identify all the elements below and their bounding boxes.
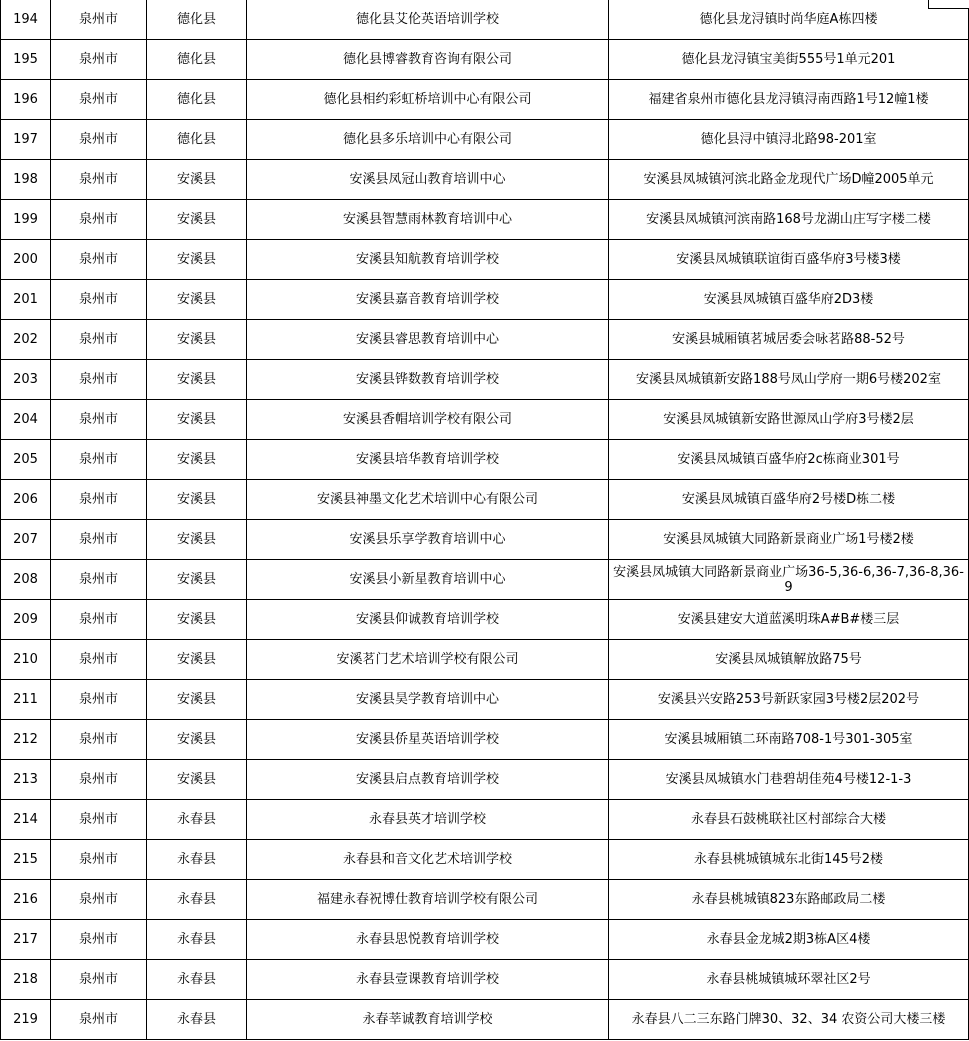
city-cell: 泉州市 — [51, 120, 147, 160]
city-cell: 泉州市 — [51, 880, 147, 920]
table-row — [1, 960, 969, 1000]
table-row — [1, 840, 969, 880]
city-cell: 泉州市 — [51, 840, 147, 880]
county-cell: 安溪县 — [147, 200, 247, 240]
address-cell: 安溪县建安大道蓝溪明珠A#B#楼三层 — [609, 600, 969, 640]
city-cell: 泉州市 — [51, 240, 147, 280]
county-cell: 安溪县 — [147, 440, 247, 480]
county-cell: 永春县 — [147, 880, 247, 920]
county-cell: 安溪县 — [147, 640, 247, 680]
county-cell: 安溪县 — [147, 160, 247, 200]
table-row — [1, 160, 969, 200]
institution-name-cell: 安溪县昊学教育培训中心 — [247, 680, 609, 720]
row-number-cell: 213 — [1, 760, 51, 800]
address-cell: 安溪县凤城镇大同路新景商业广场36-5,36-6,36-7,36-8,36-9 — [609, 560, 969, 600]
city-cell: 泉州市 — [51, 680, 147, 720]
row-number-cell: 199 — [1, 200, 51, 240]
table-row — [1, 400, 969, 440]
city-cell: 泉州市 — [51, 560, 147, 600]
city-cell: 泉州市 — [51, 960, 147, 1000]
address-cell: 永春县金龙城2期3栋A区4楼 — [609, 920, 969, 960]
table-row — [1, 360, 969, 400]
institution-name-cell: 永春县和音文化艺术培训学校 — [247, 840, 609, 880]
address-cell: 安溪县凤城镇新安路世源凤山学府3号楼2层 — [609, 400, 969, 440]
county-cell: 安溪县 — [147, 480, 247, 520]
city-cell: 泉州市 — [51, 600, 147, 640]
city-cell: 泉州市 — [51, 800, 147, 840]
institution-name-cell: 德化县博睿教育咨询有限公司 — [247, 40, 609, 80]
city-cell: 泉州市 — [51, 320, 147, 360]
institution-name-cell: 安溪县神墨文化艺术培训中心有限公司 — [247, 480, 609, 520]
address-cell: 安溪县凤城镇新安路188号凤山学府一期6号楼202室 — [609, 360, 969, 400]
address-cell: 福建省泉州市德化县龙浔镇浔南西路1号12幢1楼 — [609, 80, 969, 120]
county-cell: 德化县 — [147, 80, 247, 120]
institution-name-cell: 德化县多乐培训中心有限公司 — [247, 120, 609, 160]
institution-name-cell: 安溪茗门艺术培训学校有限公司 — [247, 640, 609, 680]
address-cell: 安溪县凤城镇百盛华府2号楼D栋二楼 — [609, 480, 969, 520]
row-number-cell: 194 — [1, 0, 51, 40]
county-cell: 永春县 — [147, 800, 247, 840]
corner-cell-fragment — [928, 0, 969, 9]
city-cell: 泉州市 — [51, 400, 147, 440]
institution-name-cell: 安溪县知航教育培训学校 — [247, 240, 609, 280]
table-row — [1, 560, 969, 600]
row-number-cell: 208 — [1, 560, 51, 600]
city-cell: 泉州市 — [51, 480, 147, 520]
institution-name-cell: 安溪县香帽培训学校有限公司 — [247, 400, 609, 440]
table-row — [1, 1000, 969, 1040]
county-cell: 安溪县 — [147, 560, 247, 600]
row-number-cell: 214 — [1, 800, 51, 840]
table-row — [1, 80, 969, 120]
table-row — [1, 760, 969, 800]
city-cell: 泉州市 — [51, 0, 147, 40]
city-cell: 泉州市 — [51, 1000, 147, 1040]
institution-name-cell: 福建永春祝博仕教育培训学校有限公司 — [247, 880, 609, 920]
institution-name-cell: 安溪县启点教育培训学校 — [247, 760, 609, 800]
row-number-cell: 203 — [1, 360, 51, 400]
city-cell: 泉州市 — [51, 80, 147, 120]
city-cell: 泉州市 — [51, 920, 147, 960]
table-row — [1, 440, 969, 480]
address-cell: 安溪县凤城镇河滨南路168号龙湖山庄写字楼二楼 — [609, 200, 969, 240]
table-row — [1, 120, 969, 160]
table-row — [1, 640, 969, 680]
city-cell: 泉州市 — [51, 280, 147, 320]
row-number-cell: 215 — [1, 840, 51, 880]
address-cell: 安溪县城厢镇茗城居委会咏茗路88-52号 — [609, 320, 969, 360]
address-cell: 安溪县凤城镇解放路75号 — [609, 640, 969, 680]
city-cell: 泉州市 — [51, 720, 147, 760]
institution-name-cell: 安溪县嘉音教育培训学校 — [247, 280, 609, 320]
row-number-cell: 198 — [1, 160, 51, 200]
address-cell: 安溪县凤城镇联谊街百盛华府3号楼3楼 — [609, 240, 969, 280]
row-number-cell: 204 — [1, 400, 51, 440]
city-cell: 泉州市 — [51, 760, 147, 800]
table-row — [1, 520, 969, 560]
address-cell: 永春县八二三东路门牌30、32、34 农资公司大楼三楼 — [609, 1000, 969, 1040]
address-cell: 永春县桃城镇823东路邮政局二楼 — [609, 880, 969, 920]
city-cell: 泉州市 — [51, 520, 147, 560]
city-cell: 泉州市 — [51, 360, 147, 400]
institution-name-cell: 德化县相约彩虹桥培训中心有限公司 — [247, 80, 609, 120]
county-cell: 德化县 — [147, 0, 247, 40]
table-row — [1, 280, 969, 320]
row-number-cell: 200 — [1, 240, 51, 280]
row-number-cell: 219 — [1, 1000, 51, 1040]
address-cell: 安溪县凤城镇百盛华府2c栋商业301号 — [609, 440, 969, 480]
institution-name-cell: 安溪县侨星英语培训学校 — [247, 720, 609, 760]
county-cell: 安溪县 — [147, 400, 247, 440]
row-number-cell: 202 — [1, 320, 51, 360]
address-cell: 安溪县兴安路253号新跃家园3号楼2层202号 — [609, 680, 969, 720]
institution-name-cell: 安溪县仰诚教育培训学校 — [247, 600, 609, 640]
address-cell: 安溪县凤城镇水门巷碧胡佳苑4号楼12-1-3 — [609, 760, 969, 800]
address-cell: 永春县桃城镇城环翠社区2号 — [609, 960, 969, 1000]
city-cell: 泉州市 — [51, 640, 147, 680]
institution-name-cell: 安溪县小新星教育培训中心 — [247, 560, 609, 600]
institution-name-cell: 安溪县凤冠山教育培训中心 — [247, 160, 609, 200]
row-number-cell: 210 — [1, 640, 51, 680]
county-cell: 德化县 — [147, 40, 247, 80]
city-cell: 泉州市 — [51, 160, 147, 200]
county-cell: 安溪县 — [147, 720, 247, 760]
institution-name-cell: 永春莘诚教育培训学校 — [247, 1000, 609, 1040]
institution-name-cell: 安溪县睿思教育培训中心 — [247, 320, 609, 360]
row-number-cell: 217 — [1, 920, 51, 960]
table-row — [1, 680, 969, 720]
institution-name-cell: 安溪县培华教育培训学校 — [247, 440, 609, 480]
address-cell: 安溪县凤城镇河滨北路金龙现代广场D幢2005单元 — [609, 160, 969, 200]
address-cell: 永春县石鼓桃联社区村部综合大楼 — [609, 800, 969, 840]
row-number-cell: 207 — [1, 520, 51, 560]
county-cell: 安溪县 — [147, 680, 247, 720]
row-number-cell: 206 — [1, 480, 51, 520]
address-cell: 安溪县凤城镇百盛华府2D3楼 — [609, 280, 969, 320]
address-cell: 德化县浔中镇浔北路98-201室 — [609, 120, 969, 160]
county-cell: 永春县 — [147, 920, 247, 960]
county-cell: 安溪县 — [147, 600, 247, 640]
row-number-cell: 195 — [1, 40, 51, 80]
county-cell: 安溪县 — [147, 320, 247, 360]
row-number-cell: 197 — [1, 120, 51, 160]
address-cell: 安溪县凤城镇大同路新景商业广场1号楼2楼 — [609, 520, 969, 560]
table-row — [1, 240, 969, 280]
table-row — [1, 40, 969, 80]
address-cell: 永春县桃城镇城东北街145号2楼 — [609, 840, 969, 880]
county-cell: 安溪县 — [147, 280, 247, 320]
city-cell: 泉州市 — [51, 440, 147, 480]
row-number-cell: 201 — [1, 280, 51, 320]
county-cell: 安溪县 — [147, 240, 247, 280]
row-number-cell: 218 — [1, 960, 51, 1000]
county-cell: 永春县 — [147, 960, 247, 1000]
row-number-cell: 212 — [1, 720, 51, 760]
table-body — [1, 0, 969, 1040]
address-cell: 德化县龙浔镇时尚华庭A栋四楼 — [609, 0, 969, 40]
table-row — [1, 0, 969, 40]
row-number-cell: 205 — [1, 440, 51, 480]
table-row — [1, 920, 969, 960]
address-cell: 德化县龙浔镇宝美街555号1单元201 — [609, 40, 969, 80]
county-cell: 安溪县 — [147, 520, 247, 560]
table-row — [1, 480, 969, 520]
row-number-cell: 196 — [1, 80, 51, 120]
institution-name-cell: 永春县思悦教育培训学校 — [247, 920, 609, 960]
county-cell: 德化县 — [147, 120, 247, 160]
table-row — [1, 800, 969, 840]
city-cell: 泉州市 — [51, 200, 147, 240]
table-row — [1, 720, 969, 760]
table-row — [1, 200, 969, 240]
table-row — [1, 600, 969, 640]
address-cell: 安溪县城厢镇二环南路708-1号301-305室 — [609, 720, 969, 760]
row-number-cell: 211 — [1, 680, 51, 720]
institution-name-cell: 德化县艾伦英语培训学校 — [247, 0, 609, 40]
county-cell: 安溪县 — [147, 760, 247, 800]
county-cell: 安溪县 — [147, 360, 247, 400]
county-cell: 永春县 — [147, 840, 247, 880]
row-number-cell: 216 — [1, 880, 51, 920]
institution-name-cell: 安溪县智慧雨林教育培训中心 — [247, 200, 609, 240]
institution-name-cell: 安溪县铧数教育培训学校 — [247, 360, 609, 400]
institution-name-cell: 永春县壹课教育培训学校 — [247, 960, 609, 1000]
table-row — [1, 320, 969, 360]
county-cell: 永春县 — [147, 1000, 247, 1040]
row-number-cell: 209 — [1, 600, 51, 640]
table-row — [1, 880, 969, 920]
institution-name-cell: 永春县英才培训学校 — [247, 800, 609, 840]
city-cell: 泉州市 — [51, 40, 147, 80]
institution-name-cell: 安溪县乐享学教育培训中心 — [247, 520, 609, 560]
